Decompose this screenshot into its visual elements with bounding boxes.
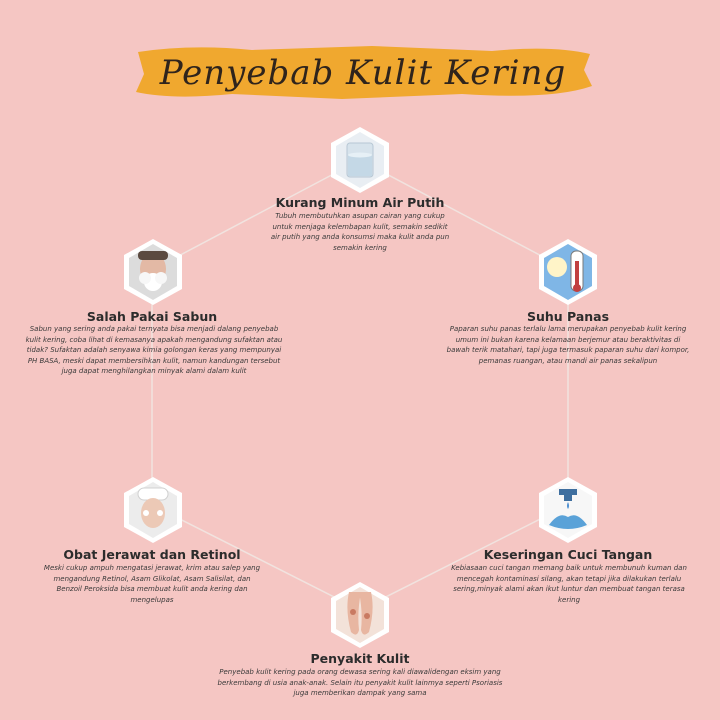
thermometer-sun-icon [533,237,603,307]
item-title-sabun: Salah Pakai Sabun [86,309,218,324]
item-desc-obat: Meski cukup ampuh mengatasi jerawat, krim atau salep yang mengandung Retinol, Asam Glikolat, Asam Salisilat, dan Benzoil Peroksida bisa membuat kulit anda kering dan mengelupas [43,564,261,604]
dry-feet-icon [325,580,395,650]
item-title-obat: Obat Jerawat dan Retinol [63,547,241,562]
face-cream-icon [118,475,188,545]
item-title-suhu: Suhu Panas [526,309,610,324]
face-washing-icon [118,237,188,307]
item-desc-air: Tubuh membutuhkan asupan cairan yang cukup untuk menjaga kelembapan kulit, semakin sedikit air putih yang anda konsumsi maka kulit anda pun semakin kering [270,212,450,252]
page-title: Penyebab Kulit Kering [159,53,567,93]
item-desc-penyakit: Penyebab kulit kering pada orang dewasa sering kali diawalidengan eksim yang berkembang di usia anak-anak. Selain itu penyakit kulit lainmya seperti Psoriasis juga memberikan dampak yang sama [217,668,503,697]
title-banner [132,42,594,104]
item-title-penyakit: Penyakit Kulit [310,651,410,666]
item-desc-cuci: Kebiasaan cuci tangan memang baik untuk membunuh kuman dan mencegah kontaminasi silang, akan tetapi jika dilakukan terlalu sering,minyak alami akan ikut luntur dan membuat tangan terasa kering [451,564,687,604]
water-glass-icon [325,125,395,195]
item-desc-suhu: Paparan suhu panas terlalu lama merupakan penyebab kulit kering umum ini bukan karena kelamaan berjemur atau beraktivitas di bawah terik matahari, tapi juga termasuk paparan suhu dari kompor, pemanas ruangan, atau mandi air panas sekalipun [446,325,690,365]
item-title-cuci: Keseringan Cuci Tangan [483,547,653,562]
item-desc-sabun: Sabun yang sering anda pakai ternyata bisa menjadi dalang penyebab kulit kering, coba lihat di kemasanya apakah mengandung sufaktan atau tidak? Sufaktan adalah senyawa kimia golongan keras yang mempunyai PH BASA, meski dapat membersihkan kulit, namun kandungan tersebut juga dapat menghilangkan minyak alami dalam kulit [25,325,283,375]
item-title-air: Kurang Minum Air Putih [275,195,445,210]
hand-washing-icon [533,475,603,545]
